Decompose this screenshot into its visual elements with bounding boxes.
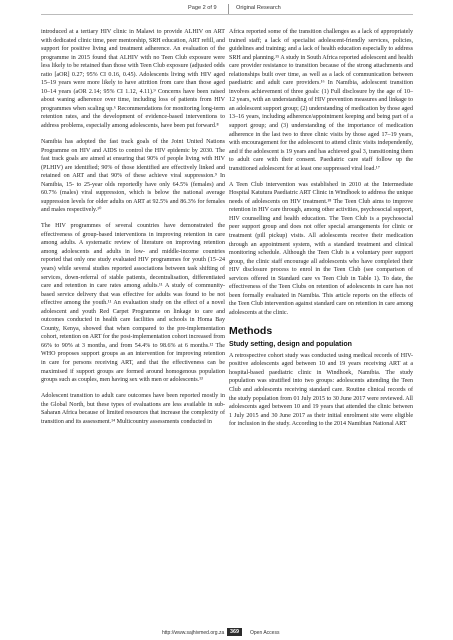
open-access-label: Open Access	[250, 630, 280, 636]
study-setting-subheading: Study setting, design and population	[229, 340, 352, 348]
paragraph: A retrospective cohort study was conducted using medical records of HIV-positive adolescents aged between 10 and 19 years receiving ART at a hospital-based paediatric clinic in Windhoek, Namibia. The study population was stratified into two groups: adolescents attending the Teen Club and adolescents receiving standard care. Routine clinical records of the study population from 01 July 2015 to 30 June 2017 were reviewed. All adolescents aged between 10 and 19 years that attended the clinic between 1 July 2015 and 30 June 2017 as their initial enrolment site were eligible for inclusion in the study. According to the 2014 Namibian National ART	[229, 352, 413, 428]
journal-page-number: 369	[227, 628, 242, 636]
right-column	[229, 28, 413, 436]
page-footer	[0, 628, 453, 638]
paragraph: Namibia has adopted the fast track goals of the Joint United Nations Programme on HIV and AIDS to control the HIV epidemic by 2030. The fast track goals are aimed at ensuring that 90% of people living with HIV (PLHIV) are identified; 90% of those identified are effectively linked and retained on ART and that 90% of these achieve viral suppression.⁹ In Namibia, 15- to 25-year olds reportedly have only 64.5% (females) and 60.7% (males) viral suppression, which is below the national average suppression levels for older adults on ART at 92.5% and 86.3% for females and males respectively.¹⁰	[41, 138, 225, 214]
left-column	[41, 28, 225, 434]
methods-heading: Methods	[229, 324, 273, 337]
paragraph: A Teen Club intervention was established in 2010 at the Intermediate Hospital Katutura Paediatric ART Clinic in Windhoek to address the unique needs of adolescents on HIV treatment.¹⁸ The Teen Club aims to improve retention in HIV care through, among other activities, psychosocial support, HIV counselling and health education. The Teen Club is a psychosocial peer support group and does not offer special arrangements for clinic or treatment (pill pickup) visits. All adolescents receive their medication through an appointment system, with a standard treatment and clinical monitoring schedule. Although the Teen Club is a voluntary peer support group, the clinic staff encourage all adolescents who have completed their HIV disclosure process to enrol in the Teen Club (see comparison of services offered in Standard care vs Teen Club in Table 1). To date, the effectiveness of the Teen Clubs on retention of adolescents in care has not been formally evaluated in Namibia. This article reports on the effects of the Teen Club intervention against standard care on retention in care among adolescents at the clinic.	[229, 181, 413, 316]
journal-url-link[interactable]: http://www.sajhivmed.org.za	[162, 630, 225, 636]
paragraph: The HIV programmes of several countries have demonstrated the effectiveness of group-based interventions in improving retention in care among adults. A systematic review of literature on improving retention among adolescents and adults in low- and middle-income countries reported that only one study evaluated HIV programmes for youth (15–24 years) while several studies reported associations between task shifting of services, down-referral of stable patients, decentralisation, differentiated care and retention in care rates among adults.¹¹ A study of community-based service delivery that was effective for adults was found to be not effective among the youth.¹¹ An evaluation study on the effect of a novel adolescent and youth Red Carpet Programme on linkage to care and outcomes conducted in health care facilities and schools in Homa Bay County, Kenya, showed that when compared to the pre-implementation cohort, retention on ART for the post-implementation cohort increased from 66% to 90% at 3 months, and from 54.4% to 98.6% at 6 months.¹² The WHO proposes support groups as an intervention for improving retention in care for persons receiving ART, and that the effectiveness can be maximised if support groups are formed around homogenous population groups such as couples, men having sex with men or adolescents.¹³	[41, 223, 225, 384]
paragraph: introduced at a tertiary HIV clinic in Malawi to provide ALHIV on ART with dedicated clinic time, peer mentorship, SRH education, ART refill, and support for positive living and treatment adherence. An evaluation of the programme in 2015 found that ALHIV with no Teen Club exposure were less likely to be retained than those with Teen Club exposure (adjusted odds ratio [aOR] 0.27; 95% CI 0.16, 0.45). Adolescents living with HIV aged 15–19 years were more likely to have attrition from care than those aged 10–14 years (aOR 2.14; 95% CI 1.12, 4.11).⁹ Concerns have been raised about waning adherence over time, including loss of patients from HIV programmes when scaling up.⁶ Recommendations for monitoring long-term retention rates, and the development of evidence-based interventions to address problems, especially among adolescents, have been put forward.⁸	[41, 29, 225, 130]
paragraph: Adolescent transition to adult care outcomes have been reported mostly in the Global North, but these types of evaluations are less available in sub-Saharan Africa because of limited resources that increase the complexity of transition and its assessment.¹⁴ Multicountry assessments conducted in	[41, 393, 225, 425]
header-rule	[41, 14, 413, 15]
article-type-label: Original Research	[236, 5, 281, 11]
page-number-label: Page 2 of 9	[188, 5, 217, 11]
paragraph: Africa reported some of the transition challenges as a lack of appropriately trained staff; a lack of specialist adolescent-friendly services, policies, guidelines and training; and a lack of health education especially to address SRH and planning.¹⁵ A study in South Africa reported adolescent and health care provider resistance to transition because of the strong attachments and relationships built over time, as well as a lack of communication between paediatric and adult care providers.¹⁶ In Namibia, adolescent transition involves achievement of three goals: (1) Full disclosure by the age of 10–12 years, with an understanding of HIV prevention measures and linkage to an adolescent support group; (2) understanding of medication by those aged 13–16 years, including adherence/appointment keeping and being part of a support group; and (3) understanding of the importance of medication adherence in the last two to three clinic visits by those aged 17–19 years, with encouragement for the adolescent to attend clinic visits independently, and if the adolescent is 19 years and has achieved goal 3, transitioning them to adult care with their consent. Paediatric care staff follow up the transitioned adolescent for at least one suppressed viral load.¹⁷	[229, 29, 413, 172]
